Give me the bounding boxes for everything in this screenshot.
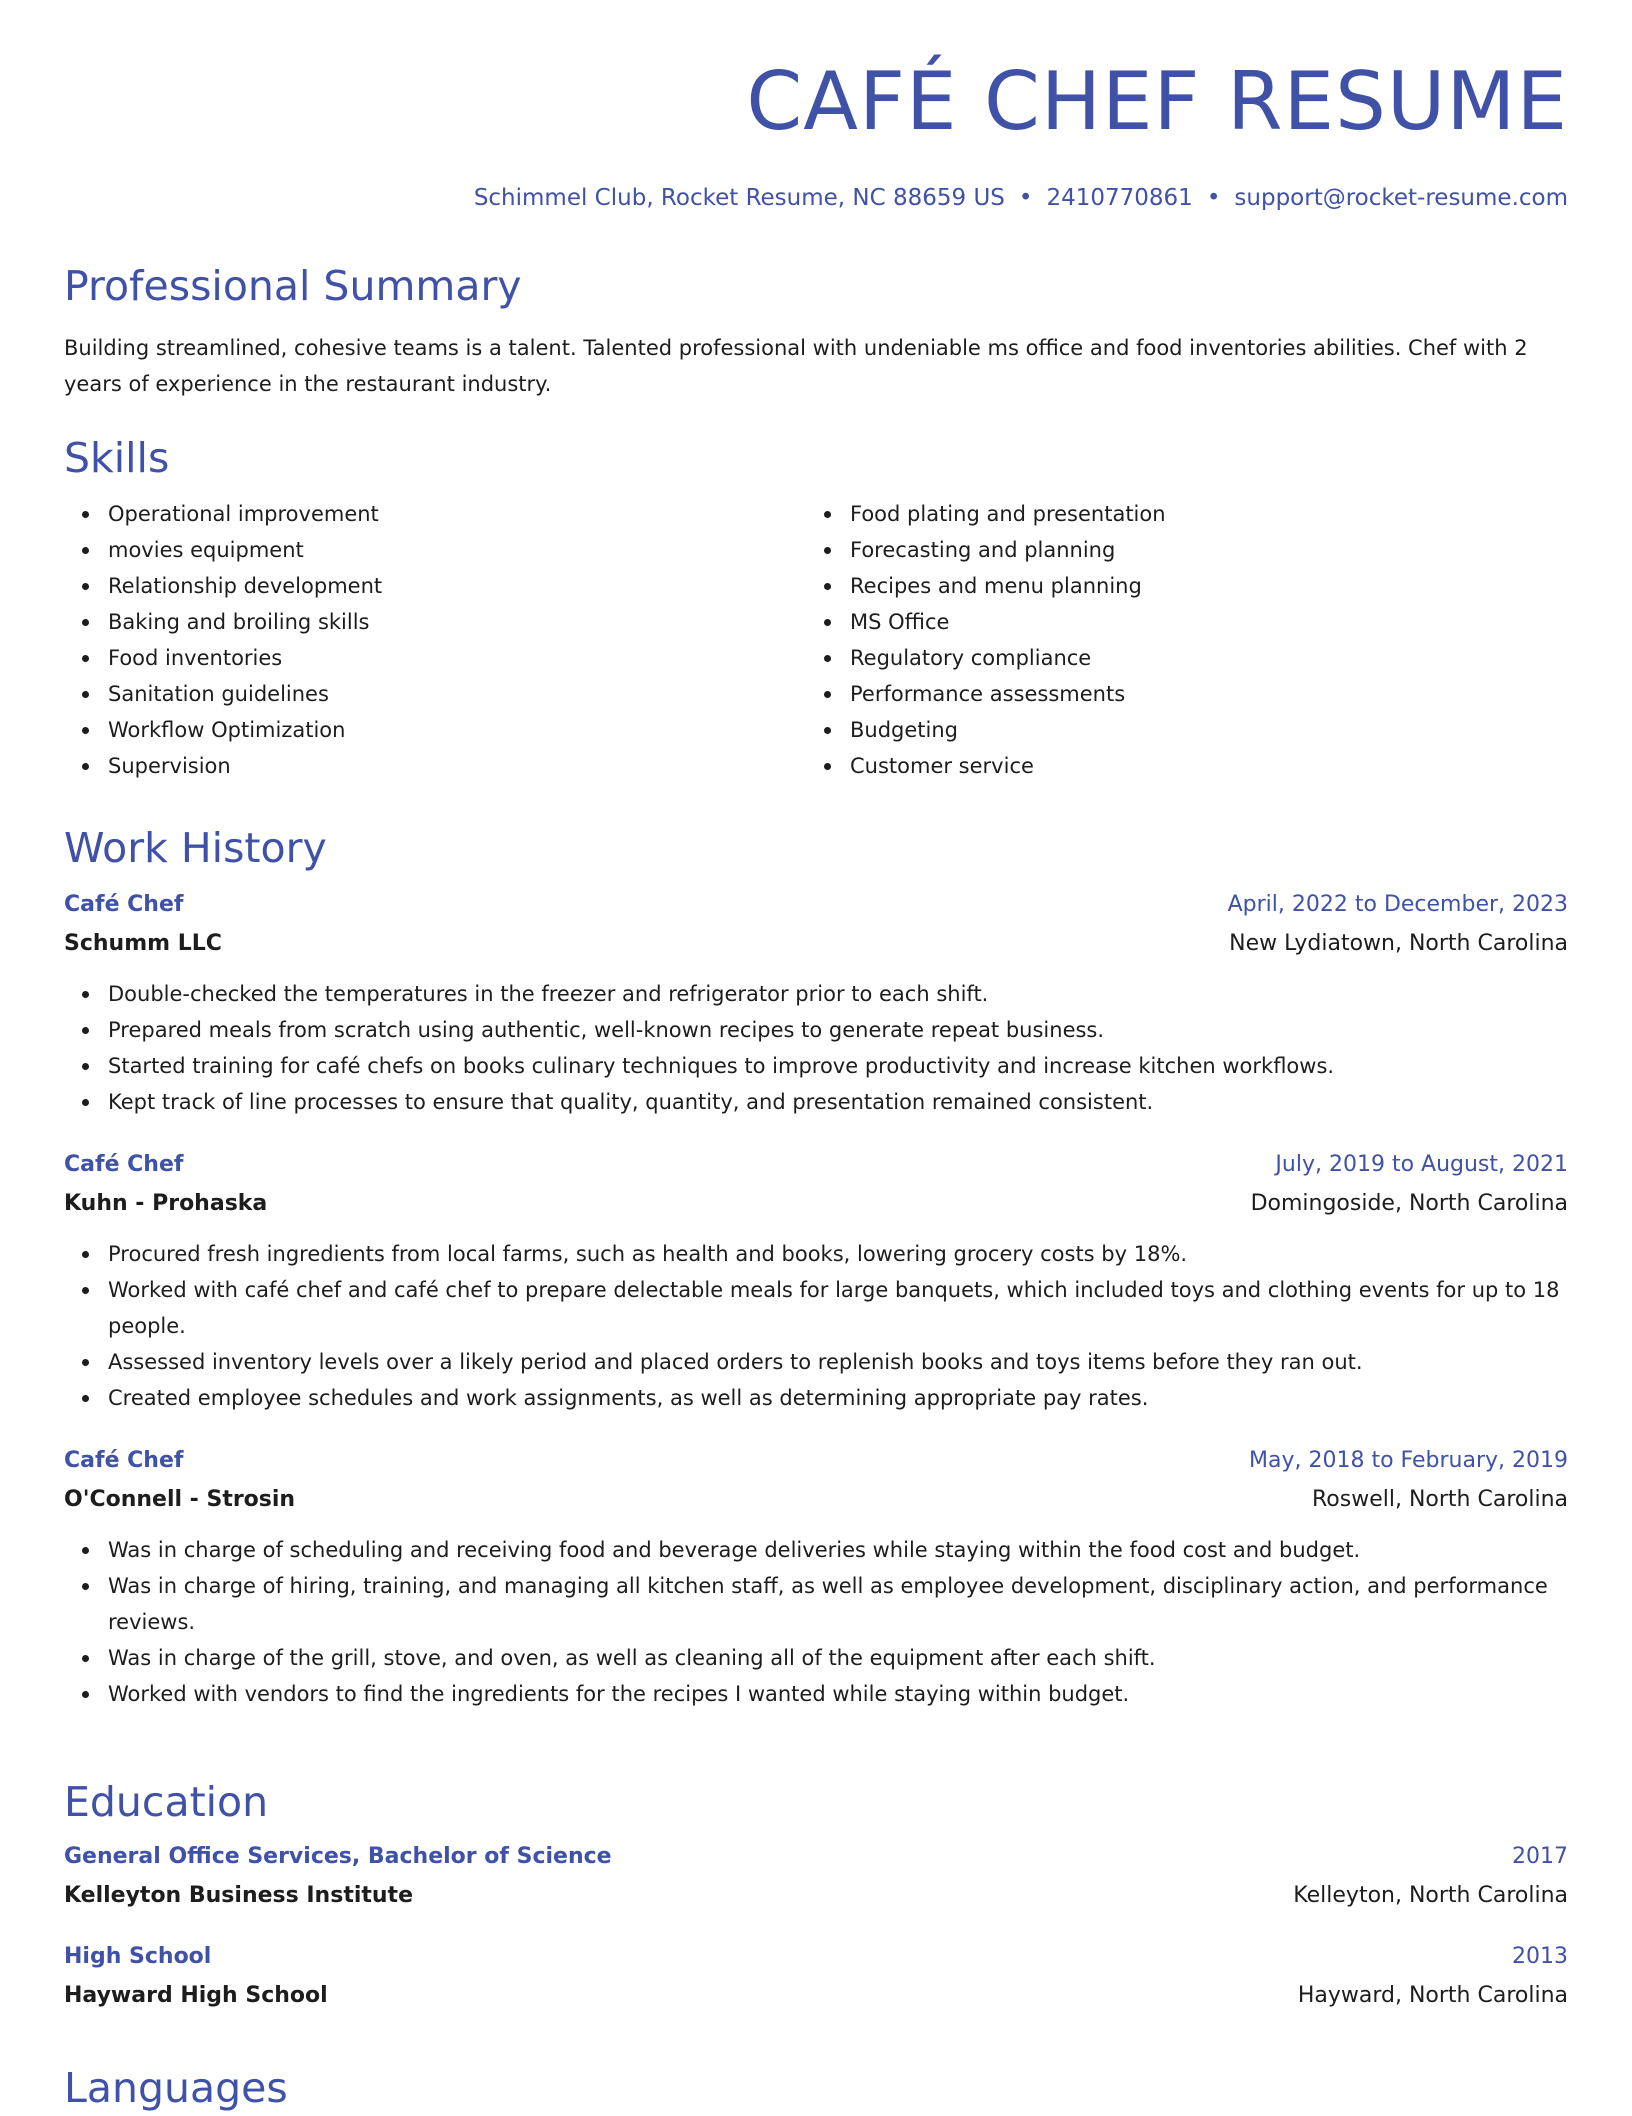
contact-separator: • xyxy=(1206,185,1221,211)
job-company: Schumm LLC xyxy=(64,931,222,956)
job-bullet: Started training for café chefs on books culinary techniques to improve productivity and increase kitchen workflows. xyxy=(108,1048,1568,1084)
job-bullet: Was in charge of the grill, stove, and oven, as well as cleaning all of the equipment after each shift. xyxy=(108,1640,1568,1676)
skill-item: Performance assessments xyxy=(850,676,1548,712)
education-location: Hayward, North Carolina xyxy=(1297,1983,1568,2008)
skills-column-right xyxy=(806,496,1548,784)
job-bullet: Assessed inventory levels over a likely period and placed orders to replenish books and toys items before they ran out. xyxy=(108,1344,1568,1380)
education-entry xyxy=(64,1838,1568,1916)
education-heading: Education xyxy=(64,1778,269,1826)
skill-item: movies equipment xyxy=(108,532,806,568)
resume-header xyxy=(64,0,1568,214)
skill-item: Forecasting and planning xyxy=(850,532,1548,568)
skill-item: Regulatory compliance xyxy=(850,640,1548,676)
summary-text: Building streamlined, cohesive teams is a talent. Talented professional with undeniable ms office and food inventories abilities. Chef with 2 years of experience in the restaurant industry. xyxy=(64,336,1528,396)
job-bullet: Worked with vendors to find the ingredients for the recipes I wanted while staying within budget. xyxy=(108,1676,1568,1712)
job-location: Domingoside, North Carolina xyxy=(1250,1191,1568,1216)
job-dates: April, 2022 to December, 2023 xyxy=(1227,892,1568,917)
job-company: Kuhn - Prohaska xyxy=(64,1191,268,1216)
education-header-row xyxy=(64,1938,1568,1976)
education-school: Kelleyton Business Institute xyxy=(64,1883,413,1908)
job-bullet: Was in charge of hiring, training, and managing all kitchen staff, as well as employee development, disciplinary action, and performance reviews. xyxy=(108,1568,1568,1640)
skill-item: Supervision xyxy=(108,748,806,784)
skill-item: Recipes and menu planning xyxy=(850,568,1548,604)
job-bullets xyxy=(64,1236,1568,1416)
job-company-row xyxy=(64,1480,1568,1520)
skills-grid xyxy=(64,496,1568,784)
contact-line xyxy=(64,182,1568,214)
job-dates: July, 2019 to August, 2021 xyxy=(1275,1152,1568,1177)
skill-item: Food plating and presentation xyxy=(850,496,1548,532)
contact-email[interactable]: support@rocket-resume.com xyxy=(1234,185,1568,211)
contact-phone: 2410770861 xyxy=(1046,185,1193,211)
job-entry xyxy=(64,1146,1568,1416)
summary-section xyxy=(64,258,1568,402)
languages-heading: Languages xyxy=(64,2064,288,2112)
job-bullet: Kept track of line processes to ensure that quality, quantity, and presentation remained consistent. xyxy=(108,1084,1568,1120)
job-title: Café Chef xyxy=(64,892,184,917)
skills-section xyxy=(64,430,1568,784)
skill-item: Food inventories xyxy=(108,640,806,676)
job-header-row xyxy=(64,886,1568,924)
skill-item: MS Office xyxy=(850,604,1548,640)
skills-list-right xyxy=(806,496,1548,784)
job-title: Café Chef xyxy=(64,1448,184,1473)
job-header-row xyxy=(64,1442,1568,1480)
resume-page xyxy=(64,0,1568,2112)
job-title: Café Chef xyxy=(64,1152,184,1177)
education-location: Kelleyton, North Carolina xyxy=(1293,1883,1568,1908)
job-location: Roswell, North Carolina xyxy=(1312,1487,1568,1512)
job-bullet: Double-checked the temperatures in the freezer and refrigerator prior to each shift. xyxy=(108,976,1568,1012)
education-year: 2017 xyxy=(1512,1844,1568,1869)
contact-address: Schimmel Club, Rocket Resume, NC 88659 US xyxy=(473,185,1005,211)
work-history-section xyxy=(64,820,1568,1732)
job-entry xyxy=(64,1442,1568,1712)
education-degree: High School xyxy=(64,1944,212,1969)
education-school-row xyxy=(64,1876,1568,1916)
job-entry xyxy=(64,886,1568,1120)
job-header-row xyxy=(64,1146,1568,1184)
skills-heading: Skills xyxy=(64,434,170,482)
skill-item: Sanitation guidelines xyxy=(108,676,806,712)
skill-item: Budgeting xyxy=(850,712,1548,748)
job-company: O'Connell - Strosin xyxy=(64,1487,296,1512)
education-entry xyxy=(64,1938,1568,2016)
job-bullets xyxy=(64,976,1568,1120)
skills-column-left xyxy=(64,496,806,784)
summary-heading: Professional Summary xyxy=(64,262,522,310)
job-bullet: Worked with café chef and café chef to prepare delectable meals for large banquets, which included toys and clothing events for up to 18 people. xyxy=(108,1272,1568,1344)
skills-list-left xyxy=(64,496,806,784)
job-location: New Lydiatown, North Carolina xyxy=(1229,931,1568,956)
education-school-row xyxy=(64,1976,1568,2016)
job-bullet: Was in charge of scheduling and receiving food and beverage deliveries while staying within the food cost and budget. xyxy=(108,1532,1568,1568)
job-bullets xyxy=(64,1532,1568,1712)
work-history-heading: Work History xyxy=(64,824,327,872)
skill-item: Relationship development xyxy=(108,568,806,604)
skill-item: Customer service xyxy=(850,748,1548,784)
resume-title: CAFÉ CHEF RESUME xyxy=(746,55,1568,148)
job-company-row xyxy=(64,924,1568,964)
education-degree: General Office Services, Bachelor of Science xyxy=(64,1844,612,1869)
education-section xyxy=(64,1774,1568,2034)
skill-item: Baking and broiling skills xyxy=(108,604,806,640)
job-bullet: Prepared meals from scratch using authentic, well-known recipes to generate repeat business. xyxy=(108,1012,1568,1048)
skill-item: Operational improvement xyxy=(108,496,806,532)
education-school: Hayward High School xyxy=(64,1983,328,2008)
education-year: 2013 xyxy=(1512,1944,1568,1969)
education-header-row xyxy=(64,1838,1568,1876)
contact-separator: • xyxy=(1018,185,1033,211)
job-bullet: Created employee schedules and work assignments, as well as determining appropriate pay rates. xyxy=(108,1380,1568,1416)
skill-item: Workflow Optimization xyxy=(108,712,806,748)
languages-section xyxy=(64,2060,1568,2116)
job-dates: May, 2018 to February, 2019 xyxy=(1249,1448,1568,1473)
job-company-row xyxy=(64,1184,1568,1224)
job-bullet: Procured fresh ingredients from local farms, such as health and books, lowering grocery costs by 18%. xyxy=(108,1236,1568,1272)
